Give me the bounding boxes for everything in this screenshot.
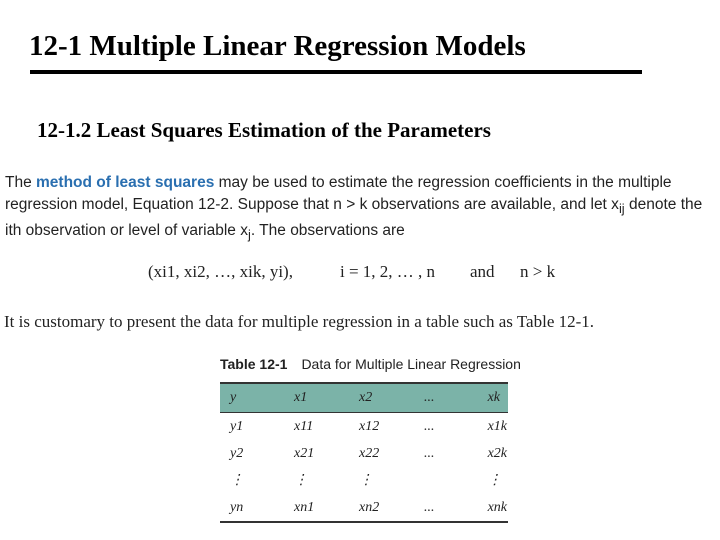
table-cell: xnk [487, 499, 507, 515]
key-term-highlight: method of least squares [36, 174, 215, 191]
title-underline [30, 70, 642, 74]
table-cell: y2 [230, 445, 244, 461]
and-word: and [470, 262, 495, 281]
body-paragraph [5, 172, 717, 246]
subscript-j: j [247, 227, 251, 243]
table-row [220, 467, 508, 494]
condition: n > k [520, 262, 556, 281]
table-cell: x2k [487, 445, 507, 461]
table-cell: xn1 [294, 499, 315, 515]
table-cell: x22 [359, 445, 380, 461]
table-cell: x1k [478, 413, 508, 441]
para-text: may be used to estimate the regression coefficients in the multiple regression model, Equation 12-2. Suppose that n > k observations are available, and let x [5, 174, 672, 213]
table-cell: x21 [294, 445, 315, 461]
table-cell: xn2 [359, 499, 380, 515]
para-text-3: . The observations are [250, 222, 405, 240]
subscript-ij: ij [618, 201, 625, 217]
table-cell: x12 [349, 413, 414, 441]
table-intro-sentence: It is customary to present the data for multiple regression in a table such as Table 12-1. [4, 312, 595, 331]
para-text-2: denote the ith observation or level of variable x [5, 196, 703, 240]
table-header-row [220, 384, 508, 413]
header-cell: y [220, 384, 284, 413]
section-heading: 12-1.2 Least Squares Estimation of the Parameters [37, 118, 491, 142]
table-row [220, 494, 508, 521]
table-label: Table 12-1 [220, 356, 288, 372]
table-caption-text: Data for Multiple Linear Regression [301, 356, 521, 372]
table-caption [220, 356, 521, 372]
table-cell: ... [424, 445, 435, 461]
para-intro: The [5, 174, 37, 191]
table-cell: ⋮ [294, 473, 309, 488]
table-cell: ⋮ [230, 473, 244, 488]
table-cell: ⋮ [487, 473, 502, 488]
header-cell: x1 [284, 384, 349, 413]
index-range: i = 1, 2, … , n [340, 262, 436, 281]
data-table [220, 382, 508, 523]
table-cell: y1 [220, 413, 284, 441]
header-cell: ... [414, 384, 478, 413]
observation-tuple: (xi1, xi2, …, xik, yi), [148, 262, 293, 281]
table-cell: ... [424, 499, 435, 515]
table-cell: yn [230, 499, 244, 515]
header-cell: xk [478, 384, 508, 413]
table-cell: ... [414, 413, 478, 441]
table-cell [414, 467, 478, 494]
table-cell: ⋮ [359, 473, 374, 488]
header-cell: x2 [349, 384, 414, 413]
table-row [220, 413, 508, 441]
slide-title: 12-1 Multiple Linear Regression Models [29, 30, 526, 62]
table-cell: x11 [284, 413, 349, 441]
observation-equation [148, 262, 608, 288]
table-row [220, 440, 508, 467]
